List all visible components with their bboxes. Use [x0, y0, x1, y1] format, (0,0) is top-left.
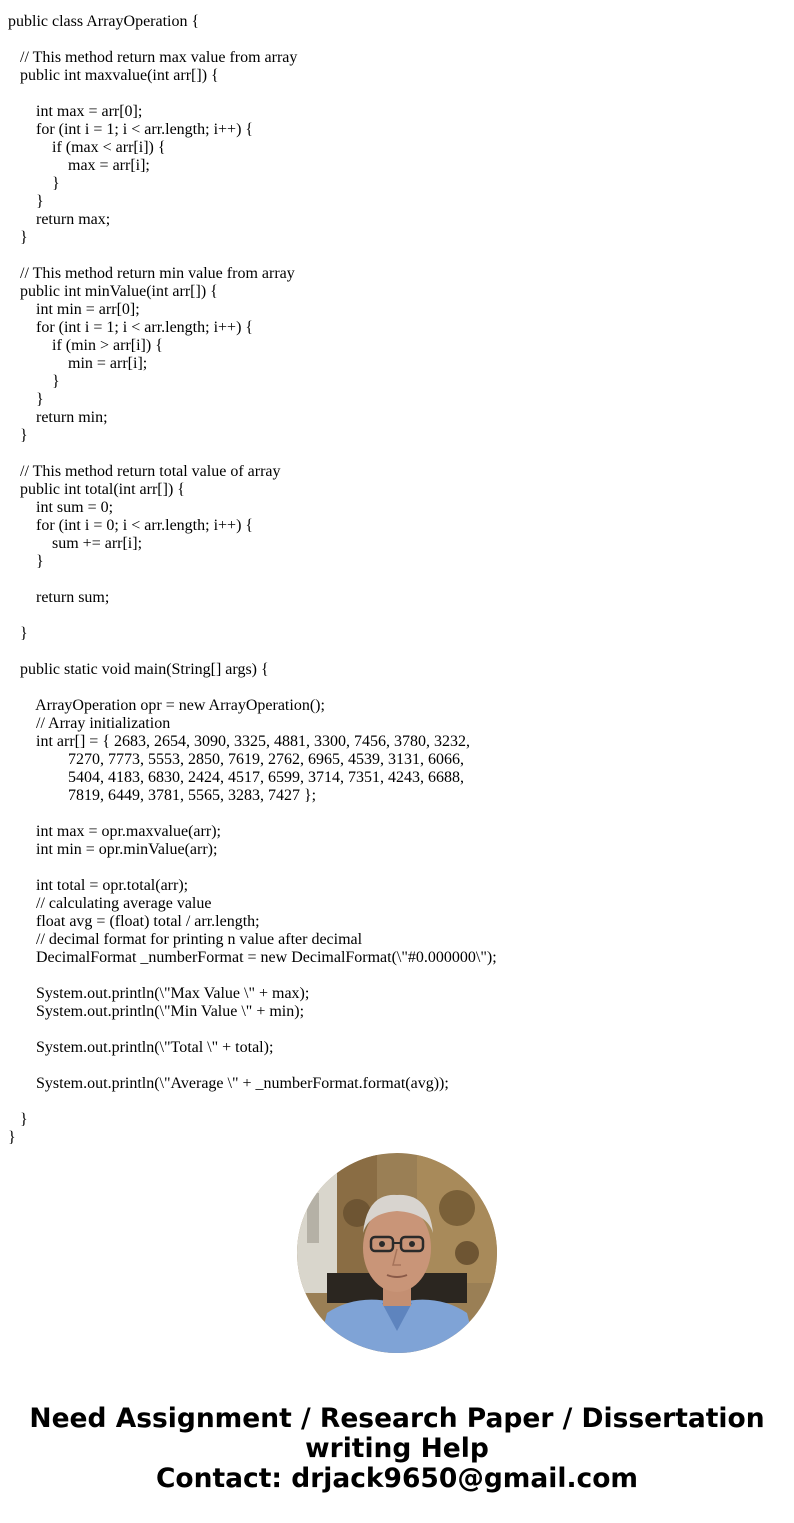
code-line: sum += arr[i];	[8, 535, 143, 552]
code-line	[8, 859, 788, 877]
code-line: DecimalFormat _numberFormat = new DecimalFormat(\"#0.000000\");	[8, 949, 497, 966]
portrait-image	[297, 1153, 497, 1353]
code-line: 7270, 7773, 5553, 2850, 7619, 2762, 6965, 4539, 3131, 6066,	[8, 751, 464, 768]
code-line: }	[8, 175, 60, 192]
code-line: }	[8, 229, 28, 246]
code-line	[8, 1057, 788, 1075]
code-line: for (int i = 0; i < arr.length; i++) {	[8, 517, 254, 534]
code-line: public int maxvalue(int arr[]) {	[8, 67, 219, 84]
code-line: // This method return max value from array	[8, 49, 298, 66]
code-line: int min = arr[0];	[8, 301, 140, 318]
code-line: int arr[] = { 2683, 2654, 3090, 3325, 4881, 3300, 7456, 3780, 3232,	[8, 733, 471, 750]
code-line: max = arr[i];	[8, 157, 150, 174]
code-line: if (min > arr[i]) {	[8, 337, 163, 354]
code-line: public int minValue(int arr[]) {	[8, 283, 218, 300]
code-line: ArrayOperation opr = new ArrayOperation();	[8, 697, 325, 714]
code-line: public class ArrayOperation {	[8, 13, 200, 30]
author-photo	[297, 1153, 497, 1353]
code-line: }	[8, 1111, 28, 1128]
code-line: 7819, 6449, 3781, 5565, 3283, 7427 };	[8, 787, 317, 804]
footer-contact: Contact: drjack9650@gmail.com	[155, 1463, 639, 1494]
code-line: // decimal format for printing n value after decimal	[8, 931, 363, 948]
code-line: }	[8, 625, 28, 642]
footer-banner	[0, 1404, 794, 1494]
code-listing	[8, 13, 788, 1147]
code-line: }	[8, 373, 60, 390]
code-line: }	[8, 553, 44, 570]
code-line: public static void main(String[] args) {	[8, 661, 269, 678]
code-line: System.out.println(\"Min Value \" + min);	[8, 1003, 305, 1020]
code-line	[8, 805, 788, 823]
code-line: int max = arr[0];	[8, 103, 143, 120]
code-line: }	[8, 391, 44, 408]
code-line: // This method return total value of array	[8, 463, 281, 480]
code-line: }	[8, 1129, 16, 1146]
code-line: int min = opr.minValue(arr);	[8, 841, 218, 858]
code-line	[8, 967, 788, 985]
code-line: for (int i = 1; i < arr.length; i++) {	[8, 121, 254, 138]
footer-line-1: Need Assignment / Research Paper / Dissertation	[29, 1403, 765, 1434]
code-line: // This method return min value from array	[8, 265, 295, 282]
code-line: for (int i = 1; i < arr.length; i++) {	[8, 319, 254, 336]
code-line: min = arr[i];	[8, 355, 148, 372]
code-line	[8, 607, 788, 625]
code-line: // calculating average value	[8, 895, 212, 912]
code-line: }	[8, 193, 44, 210]
code-line: int total = opr.total(arr);	[8, 877, 189, 894]
code-line	[8, 1021, 788, 1039]
code-line: // Array initialization	[8, 715, 171, 732]
code-line	[8, 85, 788, 103]
code-line: return max;	[8, 211, 111, 228]
code-line: public int total(int arr[]) {	[8, 481, 185, 498]
code-line: float avg = (float) total / arr.length;	[8, 913, 260, 930]
code-line: System.out.println(\"Total \" + total);	[8, 1039, 274, 1056]
code-line	[8, 445, 788, 463]
code-line: System.out.println(\"Average \" + _numberFormat.format(avg));	[8, 1075, 449, 1092]
code-line	[8, 247, 788, 265]
code-line: 5404, 4183, 6830, 2424, 4517, 6599, 3714, 7351, 4243, 6688,	[8, 769, 464, 786]
code-line	[8, 1093, 788, 1111]
code-line: }	[8, 427, 28, 444]
code-line: return sum;	[8, 589, 110, 606]
footer-line-2: writing Help	[305, 1433, 489, 1464]
code-line: int max = opr.maxvalue(arr);	[8, 823, 221, 840]
code-line: int sum = 0;	[8, 499, 114, 516]
code-line: if (max < arr[i]) {	[8, 139, 166, 156]
code-line	[8, 679, 788, 697]
code-line: System.out.println(\"Max Value \" + max);	[8, 985, 310, 1002]
code-line: return min;	[8, 409, 108, 426]
code-line	[8, 31, 788, 49]
code-line	[8, 643, 788, 661]
code-line	[8, 571, 788, 589]
